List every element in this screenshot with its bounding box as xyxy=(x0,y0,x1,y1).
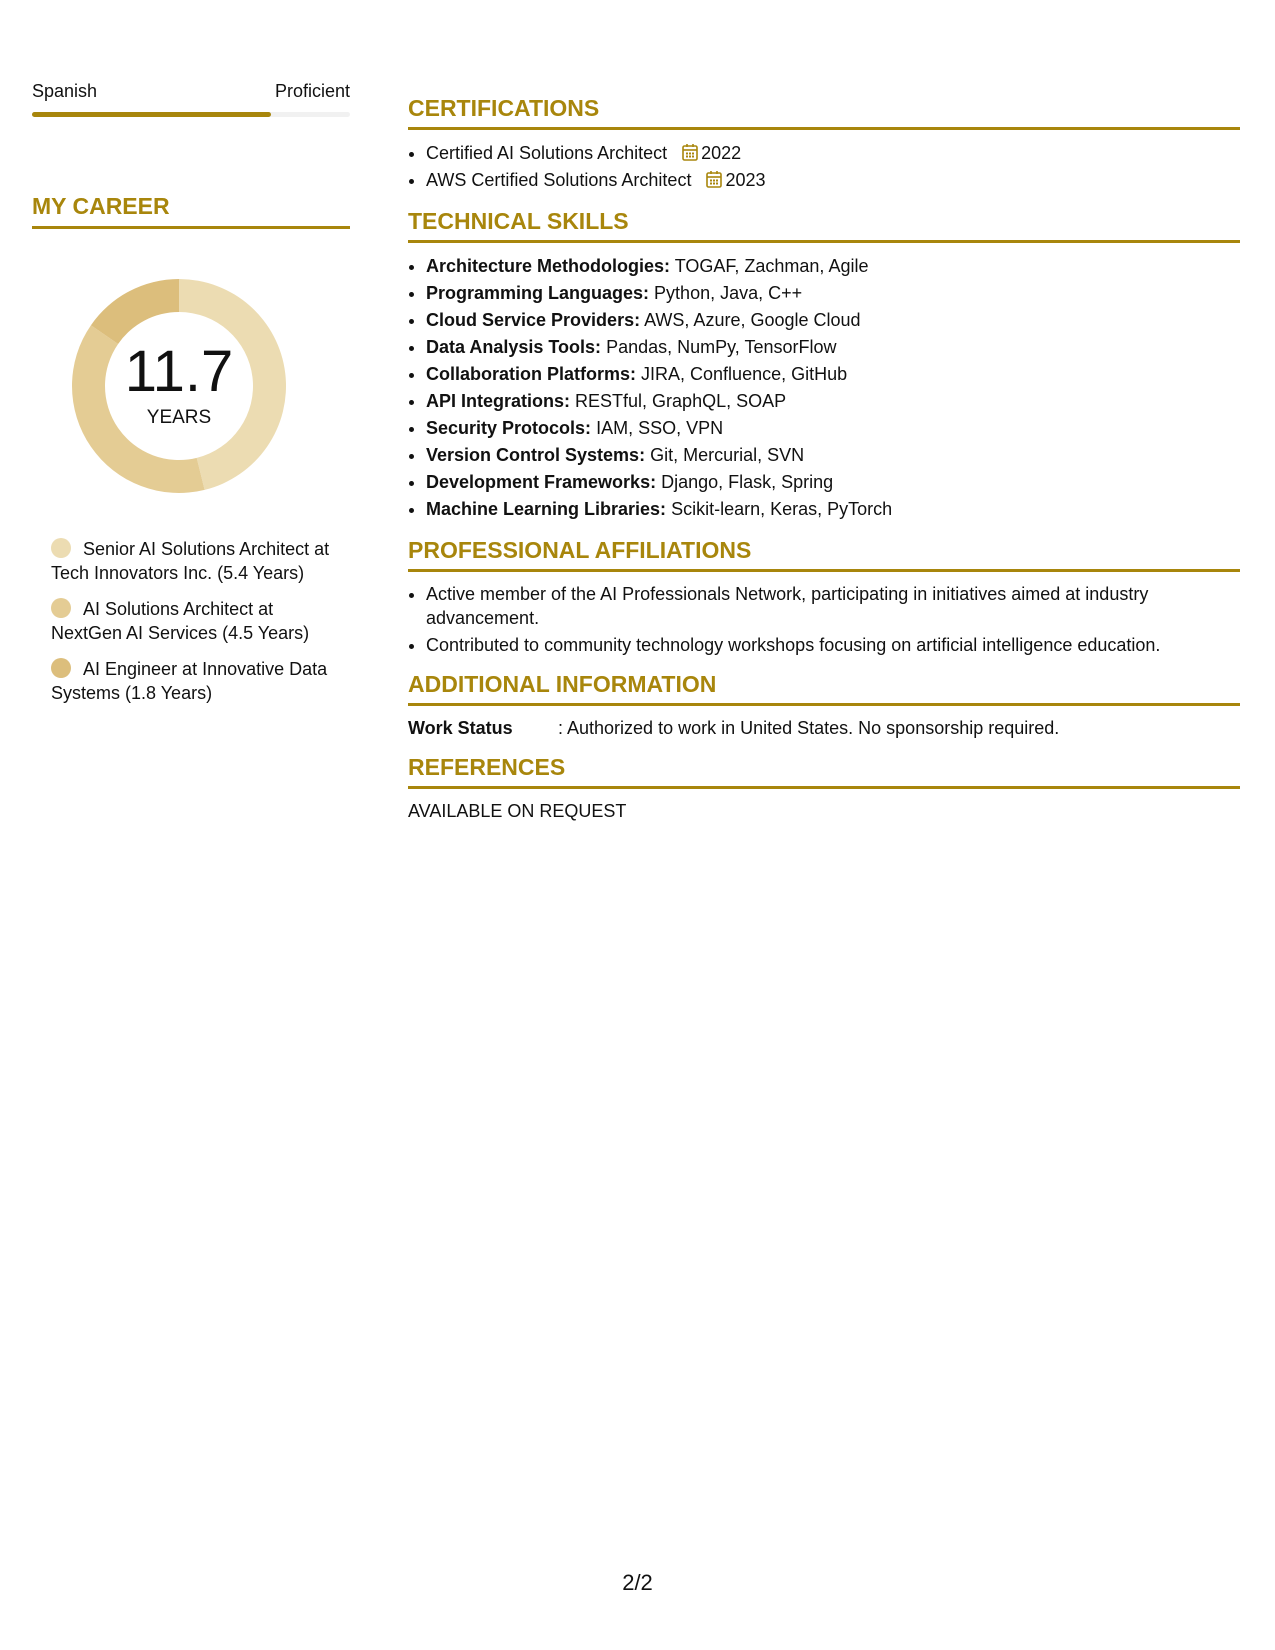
skill-item: • Data Analysis Tools: Pandas, NumPy, TensorFlow xyxy=(426,334,1240,361)
affiliation-item: • Contributed to community technology workshops focusing on artificial intelligence education. xyxy=(426,633,1240,657)
skill-item: • Security Protocols: IAM, SSO, VPN xyxy=(426,415,1240,442)
legend-dot-icon xyxy=(51,598,71,618)
legend-dot-icon xyxy=(51,658,71,678)
skill-item: • Architecture Methodologies: TOGAF, Zachman, Agile xyxy=(426,253,1240,280)
affiliation-item: • Active member of the AI Professionals Network, participating in initiatives aimed at industry advancement. xyxy=(426,582,1240,630)
calendar-icon xyxy=(682,143,698,161)
legend-label: Senior AI Solutions Architect at Tech Innovators Inc. (5.4 Years) xyxy=(51,539,330,583)
affiliations-section xyxy=(408,537,1240,657)
right-column xyxy=(408,95,1240,837)
career-donut-chart xyxy=(64,271,294,501)
language-item xyxy=(32,80,350,117)
certifications-heading: CERTIFICATIONS xyxy=(408,95,1240,130)
language-proficiency-bar xyxy=(32,112,350,117)
work-status-row xyxy=(408,716,1240,740)
skill-item: • Programming Languages: Python, Java, C++ xyxy=(426,280,1240,307)
certification-item: • Certified AI Solutions Architect 2022 xyxy=(426,140,1240,167)
language-level: Proficient xyxy=(274,81,350,101)
additional-info-heading: ADDITIONAL INFORMATION xyxy=(408,671,1240,706)
technical-skills-heading: TECHNICAL SKILLS xyxy=(408,208,1240,243)
certifications-section xyxy=(408,95,1240,194)
career-legend-item xyxy=(51,657,341,705)
work-status-value: : Authorized to work in United States. No sponsorship required. xyxy=(558,718,1060,738)
references-heading: REFERENCES xyxy=(408,754,1240,789)
additional-info-section xyxy=(408,671,1240,740)
language-proficiency-fill xyxy=(32,112,271,117)
affiliations-heading: PROFESSIONAL AFFILIATIONS xyxy=(408,537,1240,572)
skill-item: • API Integrations: RESTful, GraphQL, SOAP xyxy=(426,388,1240,415)
career-legend-item xyxy=(51,537,341,585)
skill-item: • Development Frameworks: Django, Flask, Spring xyxy=(426,469,1240,496)
calendar-icon xyxy=(706,170,722,188)
career-legend-item xyxy=(51,597,341,645)
skill-item: • Machine Learning Libraries: Scikit-learn, Keras, PyTorch xyxy=(426,496,1240,523)
skill-item: • Version Control Systems: Git, Mercurial, SVN xyxy=(426,442,1240,469)
page-number: 2/2 xyxy=(622,1570,653,1595)
left-column xyxy=(32,80,350,717)
work-status-label: Work Status xyxy=(408,718,513,738)
skill-item: • Collaboration Platforms: JIRA, Confluence, GitHub xyxy=(426,361,1240,388)
legend-label: AI Engineer at Innovative Data Systems (1.8 Years) xyxy=(51,659,328,703)
legend-label: AI Solutions Architect at NextGen AI Services (4.5 Years) xyxy=(51,599,310,643)
career-legend xyxy=(51,537,341,705)
language-name: Spanish xyxy=(32,81,98,101)
references-section xyxy=(408,754,1240,823)
career-heading: MY CAREER xyxy=(32,193,350,229)
certification-item: • AWS Certified Solutions Architect 2023 xyxy=(426,167,1240,194)
legend-dot-icon xyxy=(51,538,71,558)
career-total-years: 11.7 xyxy=(124,339,234,404)
technical-skills-section xyxy=(408,208,1240,523)
career-total-unit: YEARS xyxy=(146,407,212,428)
skill-item: • Cloud Service Providers: AWS, Azure, Google Cloud xyxy=(426,307,1240,334)
references-text: AVAILABLE ON REQUEST xyxy=(408,801,627,821)
